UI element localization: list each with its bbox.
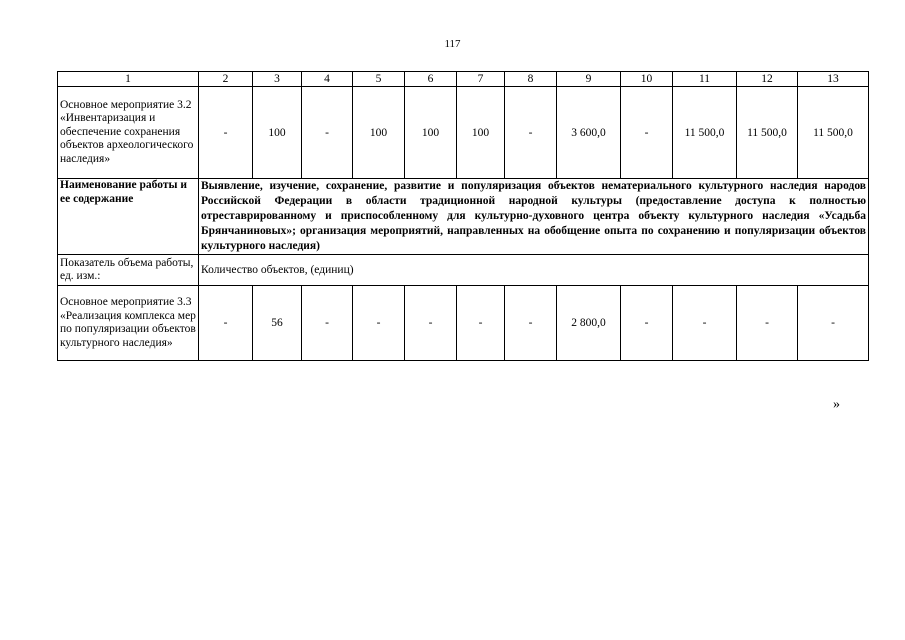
table-cell: 11 500,0 xyxy=(798,87,869,179)
table-cell: - xyxy=(505,286,557,361)
column-header: 12 xyxy=(737,72,798,87)
table-cell: 100 xyxy=(457,87,505,179)
closing-quote: » xyxy=(833,397,840,412)
table-row xyxy=(58,179,869,255)
column-header: 3 xyxy=(253,72,302,87)
table-cell: - xyxy=(505,87,557,179)
column-header: 1 xyxy=(58,72,199,87)
page-number: 117 xyxy=(444,38,461,50)
table-cell: - xyxy=(302,87,353,179)
table-cell: - xyxy=(673,286,737,361)
table-cell: - xyxy=(621,87,673,179)
table-cell: 100 xyxy=(253,87,302,179)
table-cell: - xyxy=(798,286,869,361)
row-label: Показатель объема работы, ед. изм.: xyxy=(58,255,199,286)
column-header-row xyxy=(58,72,869,87)
work-description: Выявление, изучение, сохранение, развитие и популяризация объектов нематериального культурного наследия народов Российской Федерации в области традиционной народной культуры (предоставление доступа к полностью отреставрированному и приспособленному для культурно-духовного центра объекту культурного наследия «Усадьба Брянчаниновых»; организация мероприятий, направленных на обобщение опыта по сохранению и популяризации объектов культурного наследия) xyxy=(199,179,869,255)
row-label: Основное мероприятие 3.3 «Реализация комплекса мер по популяризации объектов культурного наследия» xyxy=(58,286,199,361)
column-header: 9 xyxy=(557,72,621,87)
volume-indicator: Количество объектов, (единиц) xyxy=(199,255,869,286)
table-cell: - xyxy=(405,286,457,361)
column-header: 10 xyxy=(621,72,673,87)
table-cell: 11 500,0 xyxy=(737,87,798,179)
column-header: 2 xyxy=(199,72,253,87)
table-row xyxy=(58,286,869,361)
table-cell: - xyxy=(353,286,405,361)
table-cell: 56 xyxy=(253,286,302,361)
row-label: Наименование работы и ее содержание xyxy=(58,179,199,255)
table-cell: - xyxy=(457,286,505,361)
table-cell: - xyxy=(737,286,798,361)
table-cell: 100 xyxy=(353,87,405,179)
table-row xyxy=(58,87,869,179)
table-cell: - xyxy=(621,286,673,361)
column-header: 11 xyxy=(673,72,737,87)
table-cell: 2 800,0 xyxy=(557,286,621,361)
column-header: 7 xyxy=(457,72,505,87)
row-label: Основное мероприятие 3.2 «Инвентаризация и обеспечение сохранения объектов археологического наследия» xyxy=(58,87,199,179)
table-cell: - xyxy=(199,286,253,361)
data-table xyxy=(57,71,869,361)
column-header: 6 xyxy=(405,72,457,87)
column-header: 8 xyxy=(505,72,557,87)
column-header: 5 xyxy=(353,72,405,87)
table-cell: - xyxy=(302,286,353,361)
table-cell: 100 xyxy=(405,87,457,179)
table-cell: 11 500,0 xyxy=(673,87,737,179)
table-cell: 3 600,0 xyxy=(557,87,621,179)
table-row xyxy=(58,255,869,286)
column-header: 13 xyxy=(798,72,869,87)
column-header: 4 xyxy=(302,72,353,87)
table-cell: - xyxy=(199,87,253,179)
